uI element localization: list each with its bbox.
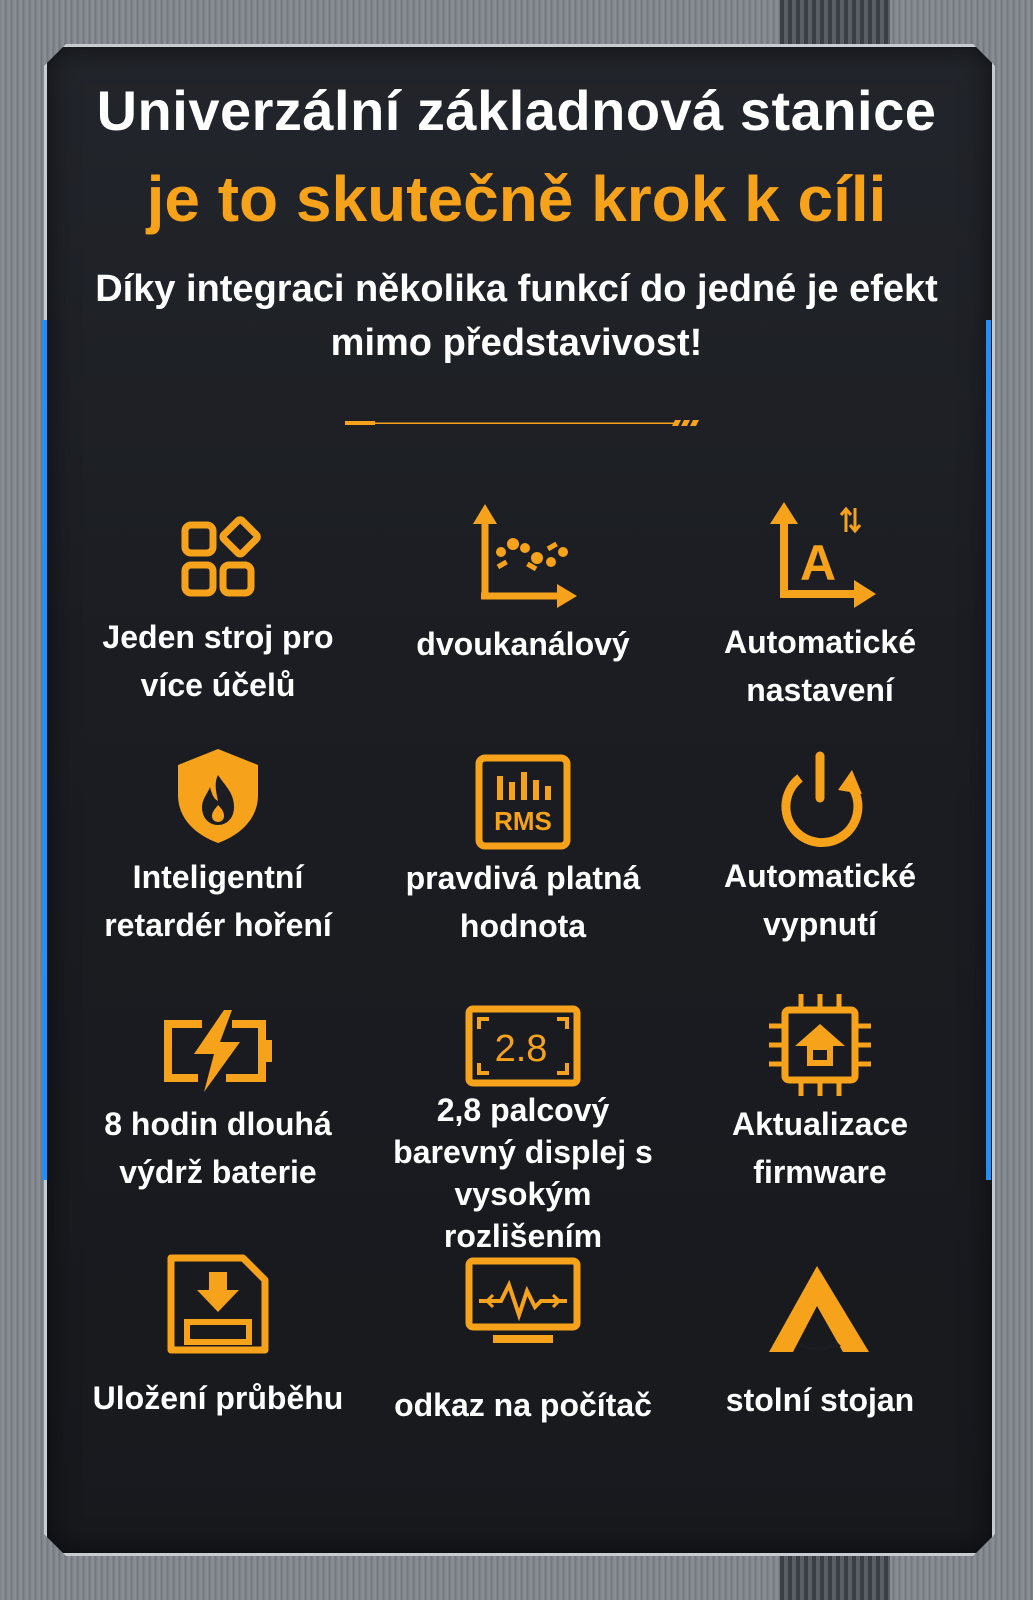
- pc-link-icon: [463, 1255, 583, 1351]
- grid-apps-icon: [173, 515, 263, 605]
- feature-dual-channel: dvoukanálový: [383, 500, 663, 668]
- feature-desk-stand: stolní stojan: [680, 1262, 960, 1424]
- headline-highlight: je to skutečně krok k cíli: [146, 163, 887, 235]
- feature-auto-range: A Automatické nastavení: [680, 498, 960, 714]
- display-size-icon: [463, 1003, 583, 1089]
- feature-firmware: Aktualizace firmware: [680, 990, 960, 1196]
- desk-stand-icon: [765, 1262, 875, 1358]
- feature-pc-link: odkaz na počítač: [383, 1255, 663, 1429]
- firmware-chip-icon: [765, 990, 875, 1100]
- display-size-icon-text: 2.8: [494, 1028, 548, 1070]
- rms-icon: [473, 752, 573, 852]
- power-icon: [770, 750, 870, 850]
- feature-true-rms: RMS pravdivá platná hodnota: [383, 752, 663, 950]
- panel-edge-accent-right: [986, 320, 991, 1180]
- save-waveform-icon: [163, 1250, 273, 1358]
- auto-range-icon: [760, 498, 880, 608]
- feature-multi-purpose: Jeden stroj pro více účelů: [78, 515, 358, 709]
- feature-battery-life: 8 hodin dlouhá výdrž baterie: [78, 1008, 358, 1196]
- background-stripe-top: [780, 0, 890, 50]
- dual-channel-chart-icon: [463, 500, 583, 610]
- svg-text:A: A: [800, 535, 837, 591]
- feature-flame-retardant: Inteligentní retardér hoření: [78, 745, 358, 949]
- feature-display: 2.8 2,8 palcový barevný displej s vysokým rozlišením: [383, 1003, 663, 1257]
- divider-line: [345, 418, 705, 428]
- headline-primary: Univerzální základnová stanice: [96, 79, 937, 142]
- panel-edge-accent-left: [42, 320, 47, 1180]
- rms-icon-text: RMS: [494, 806, 552, 836]
- battery-bolt-icon: [158, 1008, 278, 1094]
- flame-shield-icon: [168, 745, 268, 845]
- headline-subtitle: Díky integraci několika funkcí do jedné je efekt mimo představivost!: [95, 268, 938, 364]
- feature-auto-power-off: Automatické vypnutí: [680, 750, 960, 948]
- feature-save-waveform: Uložení průběhu: [78, 1250, 358, 1422]
